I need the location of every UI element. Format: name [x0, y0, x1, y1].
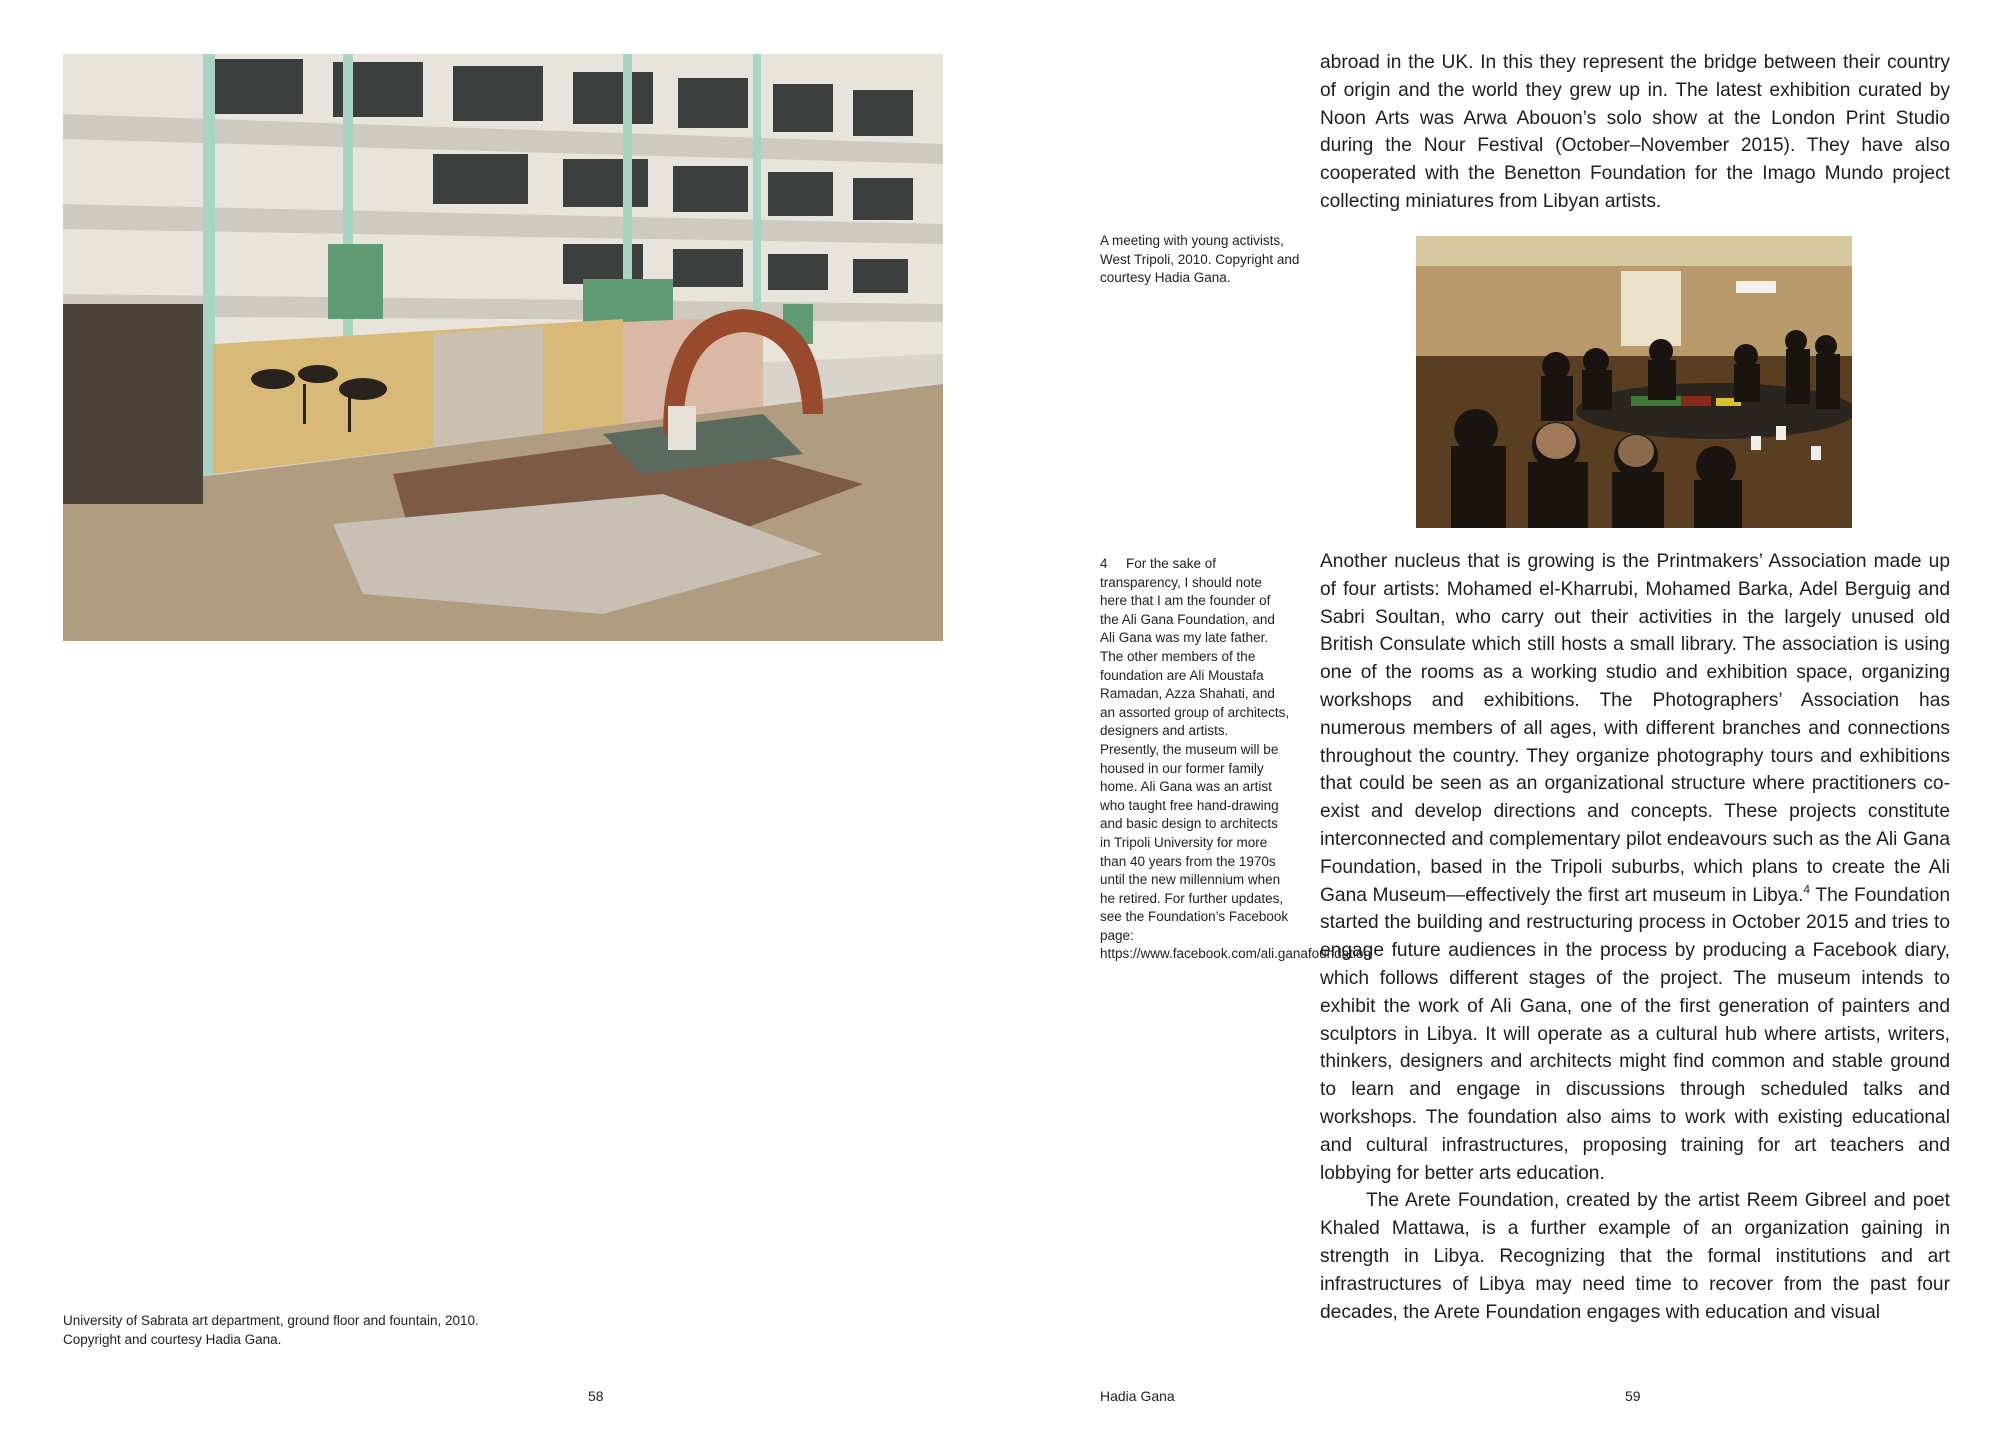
paragraph-printmakers-part1: Another nucleus that is growing is the Printmakers’ Association made up of four artists: Mohamed el-Kharrubi, Mohamed Barka, Adel Berguig and Sabri Soultan, who carry out their activities in the largely unused old British Consulate which still hosts a small library. The association is using one of the rooms as a working studio and exhibition space, organizing workshops and exhibitions. The Photographers’ Association has numerous members of all ages, with different branches and connections throughout the country. They organize photography tours and exhibitions that could be seen as an organizational structure where practitioners co-exist and develop directions and concepts. These projects constitute interconnected and complementary pilot endeavours such as the Ali Gana Foundation, based in the Tripoli suburbs, which plans to create the Ali Gana Museum—effectively the first art museum in Libya.	[1320, 551, 1950, 906]
running-head-author: Hadia Gana	[1100, 1388, 1175, 1404]
page-number-left: 58	[588, 1388, 604, 1404]
page-number-right: 59	[1625, 1388, 1641, 1404]
left-caption-line-2: Copyright and courtesy Hadia Gana.	[63, 1331, 282, 1347]
meeting-photo	[1416, 236, 1852, 528]
footnote-reference-4[interactable]: 4	[1803, 882, 1811, 897]
footnote-text: For the sake of transparency, I should note here that I am the founder of the Ali Gana Foundation, and Ali Gana was my late father. The other members of the foundation are Ali Moustafa Ramadan, Azza Shahati, and an assorted group of architects, designers and artists. Presently, the museum will be housed in our former family home. Ali Gana was an artist who taught free hand-drawing and basic design to architects in Tripoli University for more than 40 years from the 1970s until the new millennium when he retired. For further updates, see the Foundation’s Facebook page: https://www.facebook.com/ali.ganafoundation	[1100, 556, 1371, 962]
paragraph-arete-foundation: The Arete Foundation, created by the artist Reem Gibreel and poet Khaled Mattawa, is a further example of an organization gaining in strength in Libya. Recognizing that the formal institutions and art infrastructures of Libya may need time to recover from the past four decades, the Arete Foundation engages with education and visual	[1320, 1190, 1950, 1323]
left-photo-caption	[63, 1312, 623, 1349]
left-caption-line-1: University of Sabrata art department, ground floor and fountain, 2010.	[63, 1313, 479, 1328]
footnote-4	[1100, 555, 1371, 964]
body-text-continued: abroad in the UK. In this they represent the bridge between their country of origin and the world they grew up in. The latest exhibition curated by Noon Arts was Arwa Abouon’s solo show at the London Print Studio during the Nour Festival (October–November 2015). They have also cooperated with the Benetton Foundation for the Imago Mundo project collecting miniatures from Libyan artists.	[1320, 52, 1950, 212]
university-building-photo	[63, 54, 943, 641]
meeting-photo-caption: A meeting with young activists, West Tripoli, 2010. Copyright and courtesy Hadia Gana.	[1100, 233, 1300, 285]
paragraph-printmakers	[1320, 548, 1950, 1187]
body-text-main	[1320, 548, 1950, 1326]
paragraph-printmakers-part2: The Foundation started the building and restructuring process in October 2015 and tries to engage future audiences in the process by producing a Facebook diary, which follows different stages of the project. The museum intends to exhibit the work of Ali Gana, one of the first generation of painters and sculptors in Libya. It will operate as a cultural hub where artists, writers, thinkers, designers and architects might find common and stable ground to learn and engage in discussions through scheduled talks and workshops. The foundation also aims to work with existing educational and cultural infrastructures, proposing training for art teachers and lobbying for better arts education.	[1320, 884, 1950, 1184]
footnote-number: 4	[1100, 556, 1108, 571]
